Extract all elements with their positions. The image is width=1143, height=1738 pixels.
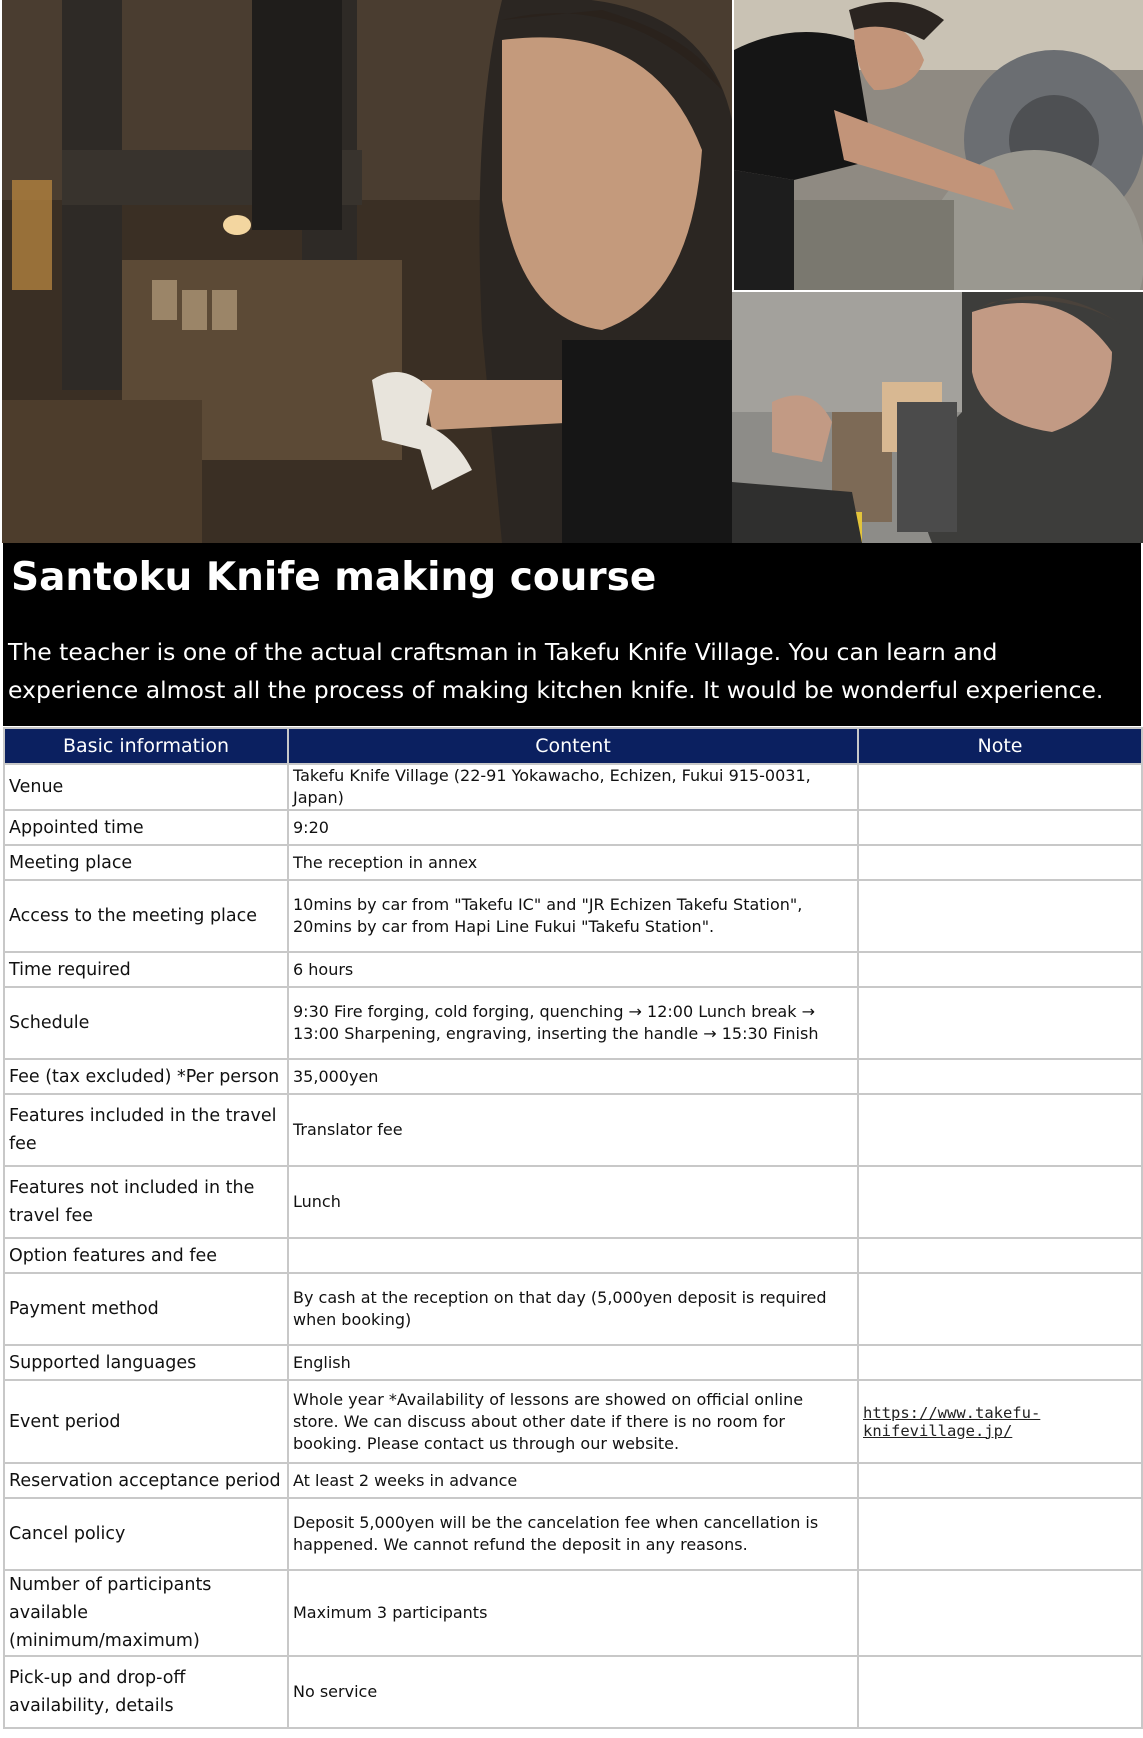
row-features-not-included	[4, 1166, 1142, 1238]
row-cancel-policy	[4, 1498, 1142, 1570]
page-title: Santoku Knife making course	[11, 555, 657, 600]
row-label: Event period	[4, 1380, 288, 1463]
row-note	[858, 810, 1142, 845]
row-note	[858, 1463, 1142, 1498]
row-label: Fee (tax excluded) *Per person	[4, 1059, 288, 1094]
row-content: Maximum 3 participants	[288, 1570, 858, 1656]
row-label: Features not included in the travel fee	[4, 1166, 288, 1238]
column-header-basic-info: Basic information	[4, 728, 288, 764]
row-note	[858, 987, 1142, 1059]
row-note	[858, 1166, 1142, 1238]
row-note	[858, 1059, 1142, 1094]
row-note	[858, 1345, 1142, 1380]
row-content: Translator fee	[288, 1094, 858, 1166]
row-content: 9:20	[288, 810, 858, 845]
column-header-note: Note	[858, 728, 1142, 764]
row-label: Reservation acceptance period	[4, 1463, 288, 1498]
row-note	[858, 1656, 1142, 1728]
row-meeting-place	[4, 845, 1142, 880]
row-label: Cancel policy	[4, 1498, 288, 1570]
row-content: 10mins by car from "Takefu IC" and "JR Echizen Takefu Station", 20mins by car from Hapi Line Fukui "Takefu Station".	[288, 880, 858, 952]
column-header-content: Content	[288, 728, 858, 764]
row-participants	[4, 1570, 1142, 1656]
row-features-included	[4, 1094, 1142, 1166]
row-content: Lunch	[288, 1166, 858, 1238]
row-label: Appointed time	[4, 810, 288, 845]
row-label: Supported languages	[4, 1345, 288, 1380]
row-label: Number of participants available (minimum/maximum)	[4, 1570, 288, 1656]
row-schedule	[4, 987, 1142, 1059]
row-label: Option features and fee	[4, 1238, 288, 1273]
row-content: By cash at the reception on that day (5,000yen deposit is required when booking)	[288, 1273, 858, 1345]
row-content: English	[288, 1345, 858, 1380]
row-supported-languages	[4, 1345, 1142, 1380]
table-header-row	[4, 728, 1142, 764]
row-note	[858, 764, 1142, 810]
row-content: No service	[288, 1656, 858, 1728]
row-content: Takefu Knife Village (22-91 Yokawacho, Echizen, Fukui 915-0031, Japan)	[288, 764, 858, 810]
row-note	[858, 880, 1142, 952]
row-note	[858, 845, 1142, 880]
row-content: 6 hours	[288, 952, 858, 987]
row-note	[858, 1238, 1142, 1273]
row-appointed-time	[4, 810, 1142, 845]
row-option-features	[4, 1238, 1142, 1273]
row-note	[858, 1380, 1142, 1463]
row-note	[858, 1570, 1142, 1656]
row-label: Access to the meeting place	[4, 880, 288, 952]
course-description: The teacher is one of the actual craftsman in Takefu Knife Village. You can learn and experience almost all the process of making kitchen knife. It would be wonderful experience.	[8, 638, 1104, 704]
row-note	[858, 1498, 1142, 1570]
row-note	[858, 952, 1142, 987]
row-label: Features included in the travel fee	[4, 1094, 288, 1166]
row-content: Deposit 5,000yen will be the cancelation fee when cancellation is happened. We cannot refund the deposit in any reasons.	[288, 1498, 858, 1570]
row-content: Whole year *Availability of lessons are showed on official online store. We can discuss about other date if there is no room for booking. Please contact us through our website.	[288, 1380, 858, 1463]
row-content: 35,000yen	[288, 1059, 858, 1094]
forging-photo	[2, 0, 732, 543]
row-access	[4, 880, 1142, 952]
row-note	[858, 1273, 1142, 1345]
row-content: At least 2 weeks in advance	[288, 1463, 858, 1498]
course-header	[3, 543, 1141, 726]
row-fee	[4, 1059, 1142, 1094]
row-note	[858, 1094, 1142, 1166]
row-event-period	[4, 1380, 1142, 1463]
engraving-photo	[732, 292, 1143, 543]
row-label: Pick-up and drop-off availability, details	[4, 1656, 288, 1728]
row-label: Venue	[4, 764, 288, 810]
row-pickup-dropoff	[4, 1656, 1142, 1728]
grinding-photo	[734, 0, 1143, 290]
row-label: Payment method	[4, 1273, 288, 1345]
website-link[interactable]: https://www.takefu-knifevillage.jp/	[863, 1403, 1041, 1440]
row-label: Schedule	[4, 987, 288, 1059]
row-label: Time required	[4, 952, 288, 987]
row-label: Meeting place	[4, 845, 288, 880]
photo-collage	[0, 0, 1143, 543]
row-content	[288, 1238, 858, 1273]
row-time-required	[4, 952, 1142, 987]
row-payment-method	[4, 1273, 1142, 1345]
row-content: The reception in annex	[288, 845, 858, 880]
row-content: 9:30 Fire forging, cold forging, quenching → 12:00 Lunch break → 13:00 Sharpening, engraving, inserting the handle → 15:30 Finish	[288, 987, 858, 1059]
basic-info-table	[3, 727, 1143, 1729]
row-reservation-period	[4, 1463, 1142, 1498]
row-venue	[4, 764, 1142, 810]
